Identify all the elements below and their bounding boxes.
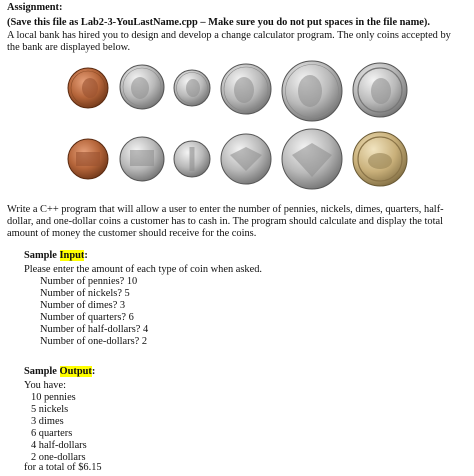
quarter-back-icon xyxy=(221,134,271,184)
sample-input-line: Number of nickels? 5 xyxy=(40,288,130,299)
sample-input-line: Number of one-dollars? 2 xyxy=(40,336,148,347)
sample-output-line: 6 quarters xyxy=(31,428,73,439)
penny-front-icon xyxy=(68,68,108,108)
sample-input-line: Number of half-dollars? 4 xyxy=(40,324,149,335)
save-instructions: (Save this file as Lab2-3-YouLastName.cpp – Make sure you do not put spaces in the file name). xyxy=(7,17,430,28)
sample-input-highlight: Input xyxy=(59,250,85,261)
sample-output-intro: You have: xyxy=(24,380,66,391)
sample-output-line: 10 pennies xyxy=(31,392,76,403)
one-dollar-front-icon xyxy=(353,63,407,117)
sample-output-heading xyxy=(24,366,95,378)
sample-output-line: 4 half-dollars xyxy=(31,440,87,451)
coins-illustration xyxy=(50,55,460,195)
quarter-front-icon xyxy=(221,64,271,114)
sample-output-total: for a total of $6.15 xyxy=(24,462,102,473)
half-dollar-back-icon xyxy=(282,129,342,189)
sample-output-highlight: Output xyxy=(59,366,92,377)
sample-input-line: Number of pennies? 10 xyxy=(40,276,138,287)
sample-output-label-suffix: : xyxy=(91,366,96,377)
assignment-heading: Assignment: xyxy=(7,2,63,13)
program-description: Write a C++ program that will allow a user to enter the number of pennies, nickels, dimes, quarters, half-dollar, and one-dollar coins a customer has to cash in. The program should calculate and display the total amount of money the customer should receive for the coins. xyxy=(7,204,444,240)
one-dollar-back-icon xyxy=(353,132,407,186)
half-dollar-front-icon xyxy=(282,61,342,121)
dime-back-icon xyxy=(174,141,210,177)
dime-front-icon xyxy=(174,70,210,106)
penny-back-icon xyxy=(68,139,108,179)
sample-output-line: 2 one-dollars xyxy=(31,452,86,463)
sample-input-label-suffix: : xyxy=(84,250,88,261)
sample-output-line: 5 nickels xyxy=(31,404,69,415)
sample-input-line: Number of quarters? 6 xyxy=(40,312,134,323)
sample-input-line: Number of dimes? 3 xyxy=(40,300,126,311)
sample-input-prompt: Please enter the amount of each type of coin when asked. xyxy=(24,264,263,275)
nickel-front-icon xyxy=(120,65,164,109)
sample-input-label-prefix: Sample xyxy=(24,250,60,261)
sample-output-line: 3 dimes xyxy=(31,416,64,427)
sample-input-heading xyxy=(24,250,88,262)
nickel-back-icon xyxy=(120,137,164,181)
intro-paragraph: A local bank has hired you to design and develop a change calculator program. The only coins accepted by the bank are displayed below. xyxy=(7,30,451,54)
sample-output-label-prefix: Sample xyxy=(24,366,60,377)
